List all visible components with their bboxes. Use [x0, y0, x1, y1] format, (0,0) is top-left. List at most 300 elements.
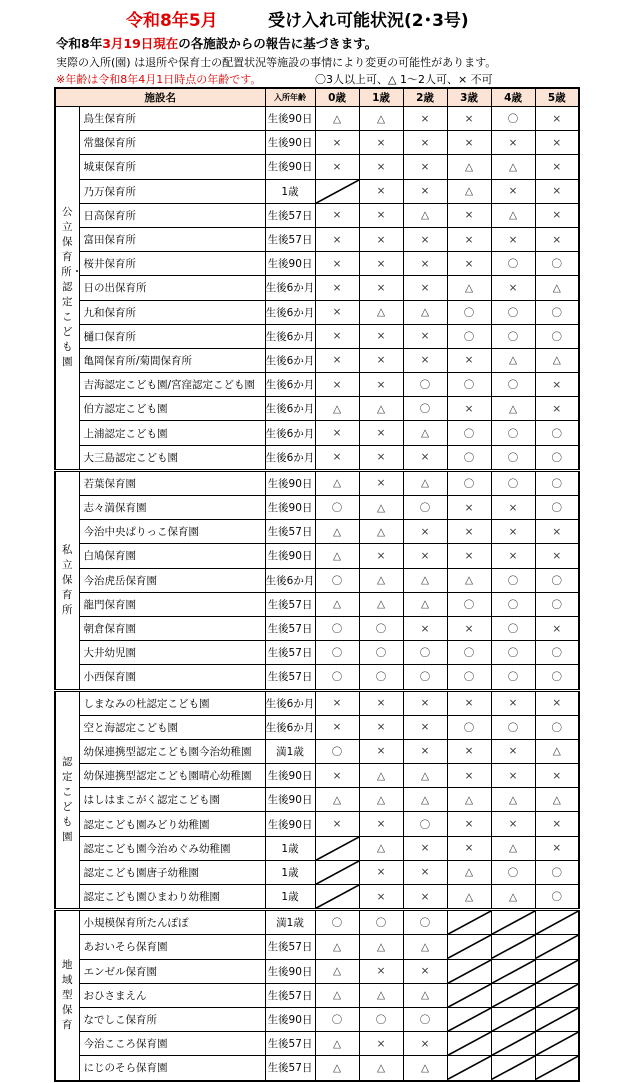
not-applicable-cell	[491, 1032, 535, 1056]
header-age-2: 2歳	[403, 88, 447, 107]
availability-age-1: 〇	[359, 1007, 403, 1031]
availability-age-3: ×	[447, 348, 491, 372]
facility-name: 樋口保育所	[79, 324, 265, 348]
availability-age-1: △	[359, 592, 403, 616]
availability-age-0: △	[315, 544, 359, 568]
availability-age-0: 〇	[315, 739, 359, 763]
availability-age-1: ×	[359, 470, 403, 495]
not-applicable-cell	[447, 1056, 491, 1081]
availability-age-0: △	[315, 935, 359, 959]
availability-age-4: ×	[491, 544, 535, 568]
not-applicable-cell	[447, 1032, 491, 1056]
table-row	[55, 788, 579, 812]
not-applicable-cell	[535, 910, 579, 935]
availability-age-5: ×	[535, 812, 579, 836]
facility-name: 幼保連携型認定こども園今治幼稚園	[79, 739, 265, 763]
availability-age-5: 〇	[535, 641, 579, 665]
facility-name: 認定こども園みどり幼稚園	[79, 812, 265, 836]
not-applicable-cell	[535, 959, 579, 983]
availability-age-2: △	[403, 983, 447, 1007]
diagonal-slash-icon	[536, 984, 579, 1007]
diagonal-slash-icon	[448, 984, 491, 1007]
not-applicable-cell	[535, 1032, 579, 1056]
entry-age: 生後57日	[265, 520, 315, 544]
category-text: 認定こども園	[62, 755, 73, 843]
table-row	[55, 1007, 579, 1031]
page-title: 受け入れ可能状況(2･3号)	[268, 11, 469, 31]
availability-age-2: △	[403, 203, 447, 227]
availability-age-4: △	[491, 397, 535, 421]
availability-age-0: △	[315, 107, 359, 131]
availability-age-2: ×	[403, 227, 447, 251]
availability-age-5: 〇	[535, 665, 579, 690]
facility-name: 日高保育所	[79, 203, 265, 227]
table-row	[55, 812, 579, 836]
availability-age-1: △	[359, 788, 403, 812]
facility-name: 認定こども園今治めぐみ幼稚園	[79, 836, 265, 860]
entry-age: 生後57日	[265, 1056, 315, 1081]
header-age-3: 3歳	[447, 88, 491, 107]
facility-name: にじのそら保育園	[79, 1056, 265, 1081]
availability-age-1: △	[359, 300, 403, 324]
availability-age-5: 〇	[535, 324, 579, 348]
availability-age-1: ×	[359, 421, 403, 445]
not-applicable-cell	[491, 910, 535, 935]
availability-age-5: ×	[535, 155, 579, 179]
not-applicable-cell	[447, 910, 491, 935]
availability-age-3: ×	[447, 764, 491, 788]
availability-age-1: △	[359, 983, 403, 1007]
entry-age: 生後6か月	[265, 397, 315, 421]
entry-age: 1歳	[265, 179, 315, 203]
availability-age-1: △	[359, 397, 403, 421]
entry-age: 生後57日	[265, 616, 315, 640]
availability-age-5: ×	[535, 616, 579, 640]
diagonal-slash-icon	[536, 1008, 579, 1031]
category-label	[55, 690, 79, 910]
facility-name: 乃万保育所	[79, 179, 265, 203]
availability-age-0: ×	[315, 300, 359, 324]
availability-age-2: ×	[403, 616, 447, 640]
availability-age-3: 〇	[447, 470, 491, 495]
facility-name: 大三島認定こども園	[79, 445, 265, 470]
availability-age-3: ×	[447, 227, 491, 251]
availability-age-2: ×	[403, 155, 447, 179]
entry-age: 生後6か月	[265, 568, 315, 592]
title-row	[0, 6, 639, 30]
availability-age-4: 〇	[491, 445, 535, 470]
header-facility: 施設名	[55, 88, 265, 107]
entry-age: 生後6か月	[265, 715, 315, 739]
diagonal-slash-icon	[448, 1056, 491, 1079]
availability-age-4: ×	[491, 739, 535, 763]
availability-age-0: 〇	[315, 1007, 359, 1031]
availability-age-2: △	[403, 788, 447, 812]
availability-age-1: ×	[359, 155, 403, 179]
availability-age-3: ×	[447, 252, 491, 276]
availability-age-1: ×	[359, 324, 403, 348]
availability-age-5: ×	[535, 764, 579, 788]
availability-age-4: 〇	[491, 470, 535, 495]
not-applicable-cell	[315, 836, 359, 860]
availability-age-5: ×	[535, 836, 579, 860]
availability-age-4: 〇	[491, 860, 535, 884]
entry-age: 生後6か月	[265, 445, 315, 470]
availability-age-4: 〇	[491, 324, 535, 348]
not-applicable-cell	[491, 983, 535, 1007]
availability-age-0: ×	[315, 715, 359, 739]
availability-age-0: ×	[315, 690, 359, 715]
availability-age-5: △	[535, 739, 579, 763]
availability-age-2: △	[403, 421, 447, 445]
entry-age: 生後90日	[265, 107, 315, 131]
availability-age-5: 〇	[535, 445, 579, 470]
entry-age: 1歳	[265, 836, 315, 860]
availability-age-3: 〇	[447, 300, 491, 324]
facility-name: おひさまえん	[79, 983, 265, 1007]
entry-age: 生後6か月	[265, 300, 315, 324]
availability-age-0: 〇	[315, 496, 359, 520]
not-applicable-cell	[535, 1056, 579, 1081]
availability-age-5: △	[535, 276, 579, 300]
availability-age-0: ×	[315, 348, 359, 372]
table-row	[55, 739, 579, 763]
availability-age-0: △	[315, 397, 359, 421]
table-row	[55, 179, 579, 203]
availability-age-1: ×	[359, 276, 403, 300]
table-row	[55, 860, 579, 884]
availability-age-3: ×	[447, 690, 491, 715]
entry-age: 生後57日	[265, 935, 315, 959]
entry-age: 生後90日	[265, 788, 315, 812]
availability-age-1: ×	[359, 227, 403, 251]
facility-name: 吉海認定こども園/宮窪認定こども園	[79, 373, 265, 397]
facility-name: 伯方認定こども園	[79, 397, 265, 421]
facility-name: なでしこ保育所	[79, 1007, 265, 1031]
entry-age: 生後90日	[265, 544, 315, 568]
header-age-0: 0歳	[315, 88, 359, 107]
availability-age-2: ×	[403, 179, 447, 203]
availability-age-1: ×	[359, 959, 403, 983]
table-row	[55, 641, 579, 665]
availability-age-1: △	[359, 836, 403, 860]
availability-age-1: △	[359, 107, 403, 131]
header-age-5: 5歳	[535, 88, 579, 107]
availability-age-4: △	[491, 348, 535, 372]
table-row	[55, 300, 579, 324]
entry-age: 生後6か月	[265, 348, 315, 372]
category-label	[55, 107, 83, 471]
availability-age-5: ×	[535, 397, 579, 421]
availability-age-0: 〇	[315, 641, 359, 665]
table-row	[55, 470, 579, 495]
availability-age-2: ×	[403, 131, 447, 155]
availability-age-3: ×	[447, 203, 491, 227]
facility-name: 空と海認定こども園	[79, 715, 265, 739]
availability-age-5: 〇	[535, 592, 579, 616]
category-label	[55, 910, 79, 1081]
availability-age-1: ×	[359, 445, 403, 470]
table-row	[55, 910, 579, 935]
availability-age-4: ×	[491, 764, 535, 788]
availability-age-4: ×	[491, 812, 535, 836]
availability-age-1: ×	[359, 203, 403, 227]
availability-age-2: 〇	[403, 665, 447, 690]
diagonal-slash-icon	[448, 1032, 491, 1055]
availability-age-1: △	[359, 935, 403, 959]
availability-age-3: 〇	[447, 641, 491, 665]
not-applicable-cell	[447, 1007, 491, 1031]
availability-age-1: ×	[359, 373, 403, 397]
facility-name: 小規模保育所たんぽぽ	[79, 910, 265, 935]
category-text: 私立保育所	[62, 543, 73, 616]
availability-age-4: 〇	[491, 592, 535, 616]
availability-age-4: △	[491, 788, 535, 812]
entry-age: 1歳	[265, 885, 315, 910]
availability-age-3: 〇	[447, 373, 491, 397]
availability-age-5: ×	[535, 203, 579, 227]
diagonal-slash-icon	[316, 837, 359, 860]
availability-age-2: △	[403, 764, 447, 788]
table-row	[55, 324, 579, 348]
title-month: 令和8年5月	[126, 11, 218, 31]
header-entry-age: 入所年齢	[265, 88, 315, 107]
availability-age-2: ×	[403, 544, 447, 568]
legend: 〇3人以上可、△ 1～2人可、× 不可	[315, 73, 493, 86]
diagonal-slash-icon	[448, 935, 491, 958]
facility-name: 若葉保育園	[79, 470, 265, 495]
not-applicable-cell	[315, 860, 359, 884]
entry-age: 生後57日	[265, 641, 315, 665]
entry-age: 満1歳	[265, 910, 315, 935]
availability-table	[54, 87, 580, 1082]
availability-age-5: ×	[535, 107, 579, 131]
availability-age-4: 〇	[491, 252, 535, 276]
availability-age-4: ×	[491, 276, 535, 300]
availability-age-2: ×	[403, 445, 447, 470]
availability-age-5: ×	[535, 373, 579, 397]
availability-age-0: 〇	[315, 616, 359, 640]
availability-age-2: 〇	[403, 496, 447, 520]
availability-age-3: ×	[447, 836, 491, 860]
table-row	[55, 373, 579, 397]
entry-age: 1歳	[265, 860, 315, 884]
availability-age-4: 〇	[491, 641, 535, 665]
availability-age-1: ×	[359, 715, 403, 739]
availability-age-3: ×	[447, 397, 491, 421]
availability-age-0: ×	[315, 203, 359, 227]
facility-name: しまなみの杜認定こども園	[79, 690, 265, 715]
category-text: 公立保育所・認定こども園	[61, 206, 83, 369]
availability-age-4: ×	[491, 496, 535, 520]
facility-name: 鳥生保育所	[79, 107, 265, 131]
availability-age-5: 〇	[535, 860, 579, 884]
availability-age-5: 〇	[535, 496, 579, 520]
facility-name: 認定こども園ひまわり幼稚園	[79, 885, 265, 910]
availability-age-1: ×	[359, 131, 403, 155]
facility-name: 九和保育所	[79, 300, 265, 324]
availability-age-2: ×	[403, 276, 447, 300]
facility-name: 大井幼児園	[79, 641, 265, 665]
entry-age: 生後90日	[265, 496, 315, 520]
availability-age-2: ×	[403, 324, 447, 348]
availability-age-4: △	[491, 836, 535, 860]
availability-age-5: ×	[535, 544, 579, 568]
entry-age: 生後6か月	[265, 690, 315, 715]
availability-age-0: ×	[315, 445, 359, 470]
availability-age-1: 〇	[359, 641, 403, 665]
table-row	[55, 568, 579, 592]
availability-age-0: ×	[315, 276, 359, 300]
table-row	[55, 935, 579, 959]
availability-age-3: △	[447, 568, 491, 592]
availability-age-2: ×	[403, 739, 447, 763]
availability-age-0: ×	[315, 131, 359, 155]
availability-age-1: ×	[359, 348, 403, 372]
availability-age-5: 〇	[535, 421, 579, 445]
availability-age-2: ×	[403, 836, 447, 860]
availability-age-1: △	[359, 764, 403, 788]
entry-age: 生後90日	[265, 812, 315, 836]
availability-age-0: ×	[315, 227, 359, 251]
availability-age-3: △	[447, 276, 491, 300]
table-row	[55, 959, 579, 983]
availability-age-3: 〇	[447, 421, 491, 445]
availability-age-4: ×	[491, 520, 535, 544]
table-row	[55, 203, 579, 227]
availability-age-5: 〇	[535, 470, 579, 495]
basis-date: 3月19日現在	[102, 36, 179, 51]
entry-age: 生後90日	[265, 470, 315, 495]
facility-name: あおいそら保育園	[79, 935, 265, 959]
availability-age-1: ×	[359, 179, 403, 203]
category-label	[55, 470, 79, 690]
table-row	[55, 1056, 579, 1081]
availability-age-3: 〇	[447, 445, 491, 470]
availability-age-4: △	[491, 203, 535, 227]
availability-age-0: 〇	[315, 665, 359, 690]
availability-age-4: ×	[491, 690, 535, 715]
facility-name: 今治虎岳保育園	[79, 568, 265, 592]
category-text: 地域型保育	[62, 958, 73, 1031]
entry-age: 生後6か月	[265, 421, 315, 445]
availability-age-4: 〇	[491, 715, 535, 739]
diagonal-slash-icon	[316, 861, 359, 884]
availability-age-2: 〇	[403, 397, 447, 421]
availability-age-4: △	[491, 155, 535, 179]
diagonal-slash-icon	[492, 1008, 535, 1031]
availability-age-0: △	[315, 1032, 359, 1056]
diagonal-slash-icon	[448, 1008, 491, 1031]
facility-name: 小西保育園	[79, 665, 265, 690]
availability-age-1: ×	[359, 860, 403, 884]
not-applicable-cell	[447, 935, 491, 959]
table-row	[55, 107, 579, 131]
header-row	[55, 88, 579, 107]
availability-age-3: △	[447, 860, 491, 884]
availability-age-4: △	[491, 885, 535, 910]
availability-age-3: ×	[447, 812, 491, 836]
not-applicable-cell	[535, 983, 579, 1007]
table-row	[55, 227, 579, 251]
availability-age-2: 〇	[403, 1007, 447, 1031]
availability-age-0: ×	[315, 373, 359, 397]
availability-age-5: ×	[535, 690, 579, 715]
entry-age: 生後6か月	[265, 373, 315, 397]
availability-age-4: ×	[491, 179, 535, 203]
facility-name: 富田保育所	[79, 227, 265, 251]
availability-age-5: 〇	[535, 885, 579, 910]
availability-age-3: 〇	[447, 324, 491, 348]
diagonal-slash-icon	[316, 180, 359, 203]
table-row	[55, 983, 579, 1007]
availability-age-0: ×	[315, 324, 359, 348]
facility-name: 朝倉保育園	[79, 616, 265, 640]
table-row	[55, 397, 579, 421]
facility-name: 常盤保育所	[79, 131, 265, 155]
availability-age-1: ×	[359, 252, 403, 276]
entry-age: 生後57日	[265, 227, 315, 251]
availability-age-0: ×	[315, 812, 359, 836]
entry-age: 生後57日	[265, 203, 315, 227]
availability-age-0: △	[315, 520, 359, 544]
availability-age-1: ×	[359, 1032, 403, 1056]
availability-age-3: ×	[447, 520, 491, 544]
availability-age-5: ×	[535, 131, 579, 155]
table-row	[55, 836, 579, 860]
availability-age-2: △	[403, 470, 447, 495]
availability-age-0: △	[315, 470, 359, 495]
availability-age-4: 〇	[491, 568, 535, 592]
table-row	[55, 348, 579, 372]
basis-prefix: 令和8年	[56, 36, 103, 51]
availability-age-0: ×	[315, 155, 359, 179]
availability-age-0: △	[315, 592, 359, 616]
availability-age-5: 〇	[535, 568, 579, 592]
facility-name: 上浦認定こども園	[79, 421, 265, 445]
availability-age-0: 〇	[315, 568, 359, 592]
table-row	[55, 885, 579, 910]
availability-age-2: △	[403, 300, 447, 324]
availability-age-1: 〇	[359, 665, 403, 690]
availability-age-5: △	[535, 348, 579, 372]
diagonal-slash-icon	[536, 911, 579, 934]
header-age-1: 1歳	[359, 88, 403, 107]
availability-age-4: 〇	[491, 373, 535, 397]
availability-age-3: ×	[447, 131, 491, 155]
availability-age-2: 〇	[403, 641, 447, 665]
availability-age-2: 〇	[403, 812, 447, 836]
availability-age-0: △	[315, 1056, 359, 1081]
entry-age: 生後57日	[265, 983, 315, 1007]
diagonal-slash-icon	[448, 911, 491, 934]
availability-age-3: ×	[447, 496, 491, 520]
entry-age: 生後90日	[265, 764, 315, 788]
table-row	[55, 520, 579, 544]
facility-name: 日の出保育所	[79, 276, 265, 300]
availability-age-4: 〇	[491, 421, 535, 445]
diagonal-slash-icon	[492, 1056, 535, 1079]
availability-age-5: 〇	[535, 300, 579, 324]
availability-age-5: ×	[535, 227, 579, 251]
facility-name: 認定こども園唐子幼稚園	[79, 860, 265, 884]
availability-age-3: 〇	[447, 665, 491, 690]
availability-age-0: △	[315, 788, 359, 812]
availability-age-4: 〇	[491, 665, 535, 690]
availability-age-2: △	[403, 592, 447, 616]
table-row	[55, 252, 579, 276]
availability-age-3: ×	[447, 107, 491, 131]
